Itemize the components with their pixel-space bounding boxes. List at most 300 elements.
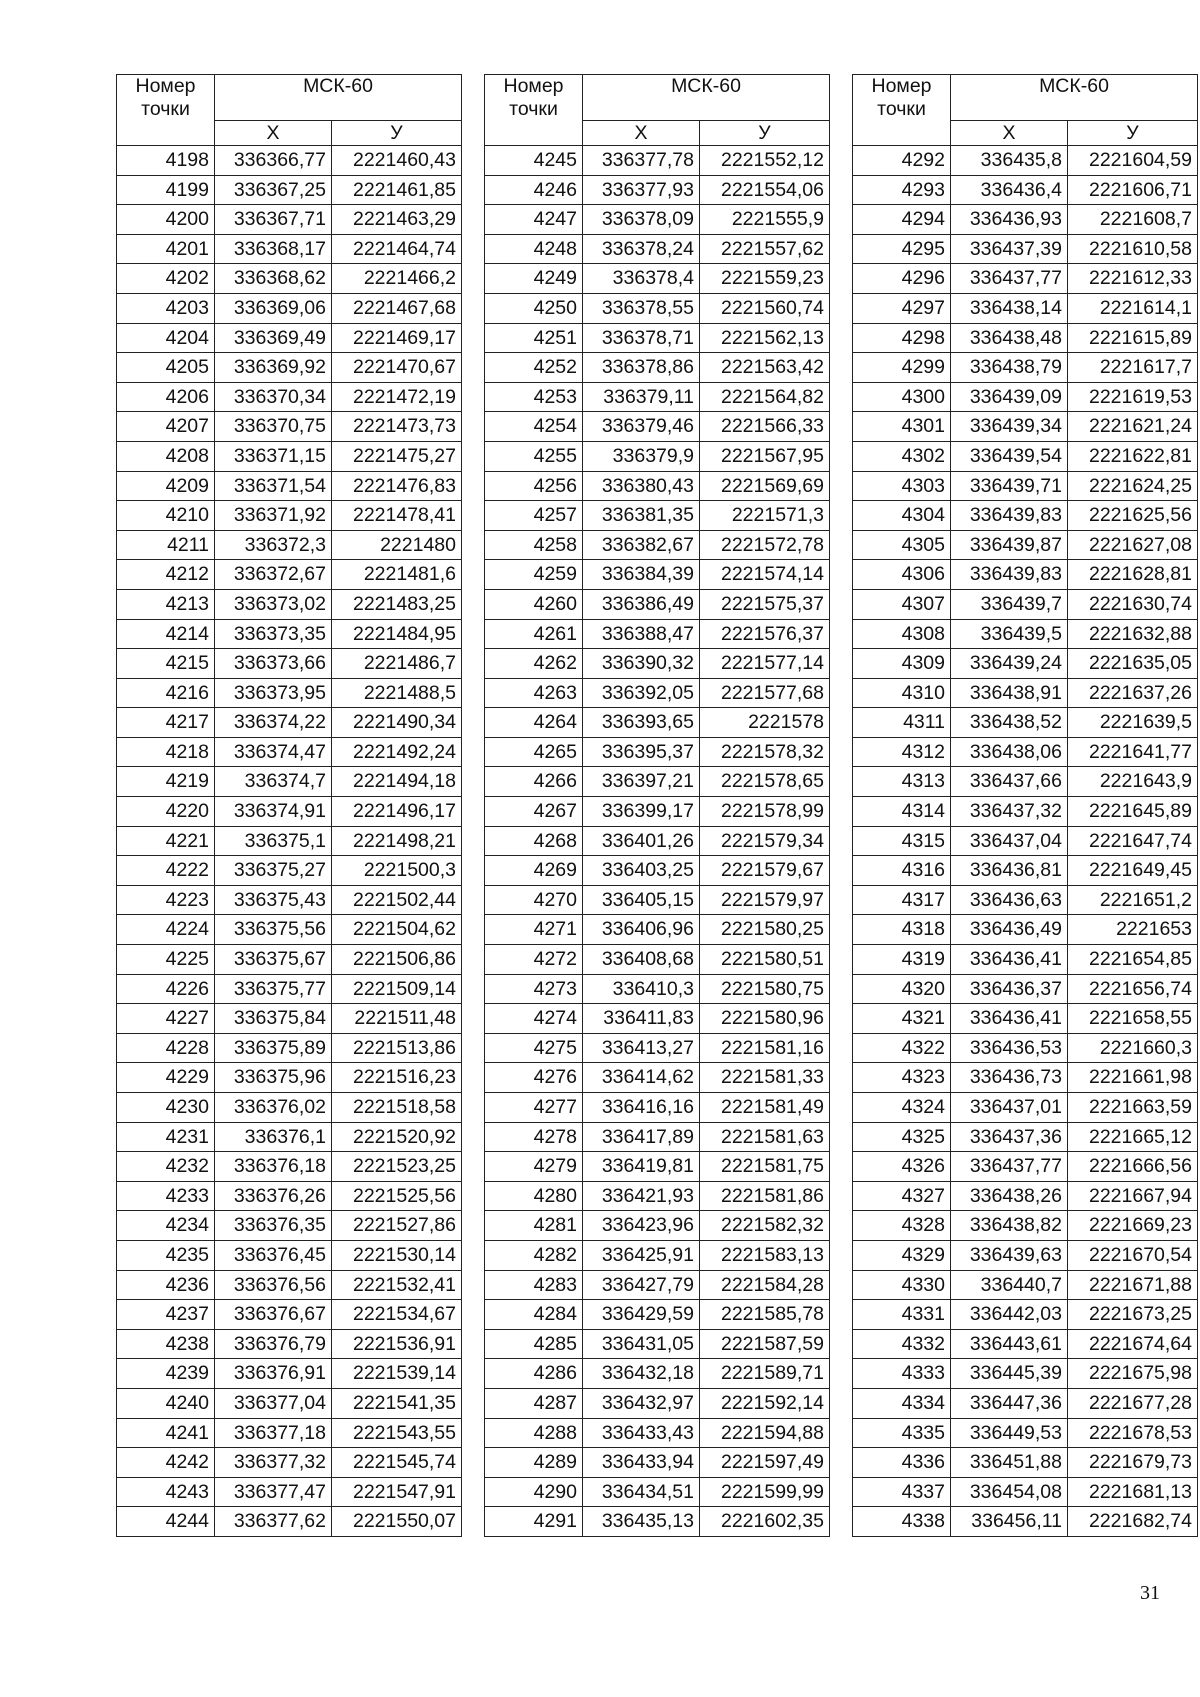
table-row	[485, 708, 830, 738]
y-coordinate-cell: 2221667,94	[1068, 1181, 1198, 1211]
table-row	[485, 353, 830, 383]
y-coordinate-cell: 2221675,98	[1068, 1359, 1198, 1389]
y-coordinate-cell: 2221511,48	[332, 1004, 462, 1034]
table-row	[485, 293, 830, 323]
y-coordinate-cell: 2221467,68	[332, 293, 462, 323]
table-row	[117, 619, 462, 649]
point-number-cell: 4280	[485, 1181, 583, 1211]
point-number-cell: 4273	[485, 974, 583, 1004]
y-coordinate-cell: 2221583,13	[700, 1240, 830, 1270]
y-coordinate-cell: 2221527,86	[332, 1211, 462, 1241]
table-row	[485, 1152, 830, 1182]
x-coordinate-cell: 336370,34	[215, 382, 332, 412]
point-number-cell: 4335	[853, 1418, 951, 1448]
x-coordinate-cell: 336406,96	[583, 915, 700, 945]
point-number-cell: 4311	[853, 708, 951, 738]
point-number-cell: 4250	[485, 293, 583, 323]
y-coordinate-cell: 2221663,59	[1068, 1093, 1198, 1123]
table-row	[485, 412, 830, 442]
point-number-cell: 4255	[485, 441, 583, 471]
table-row	[853, 441, 1198, 471]
point-number-cell: 4326	[853, 1152, 951, 1182]
y-coordinate-cell: 2221637,26	[1068, 678, 1198, 708]
x-coordinate-cell: 336437,32	[951, 797, 1068, 827]
y-coordinate-cell: 2221554,06	[700, 175, 830, 205]
y-coordinate-cell: 2221523,25	[332, 1152, 462, 1182]
point-number-cell: 4274	[485, 1004, 583, 1034]
table-row	[117, 678, 462, 708]
point-number-cell: 4242	[117, 1448, 215, 1478]
x-coordinate-cell: 336436,53	[951, 1033, 1068, 1063]
table-row	[853, 1300, 1198, 1330]
y-coordinate-cell: 2221580,51	[700, 945, 830, 975]
x-coordinate-cell: 336433,43	[583, 1418, 700, 1448]
point-number-cell: 4216	[117, 678, 215, 708]
y-coordinate-cell: 2221494,18	[332, 767, 462, 797]
y-coordinate-cell: 2221653	[1068, 915, 1198, 945]
x-coordinate-cell: 336403,25	[583, 856, 700, 886]
y-coordinate-cell: 2221571,3	[700, 501, 830, 531]
x-coordinate-cell: 336378,86	[583, 353, 700, 383]
y-coordinate-cell: 2221671,88	[1068, 1270, 1198, 1300]
table-row	[853, 1359, 1198, 1389]
y-coordinate-cell: 2221469,17	[332, 323, 462, 353]
x-coordinate-cell: 336421,93	[583, 1181, 700, 1211]
x-coordinate-cell: 336376,18	[215, 1152, 332, 1182]
y-coordinate-cell: 2221679,73	[1068, 1448, 1198, 1478]
x-coordinate-cell: 336369,92	[215, 353, 332, 383]
coordinate-system-header: МСК-60	[215, 75, 462, 121]
y-coordinate-cell: 2221575,37	[700, 589, 830, 619]
table-row	[117, 1270, 462, 1300]
y-coordinate-cell: 2221562,13	[700, 323, 830, 353]
point-number-cell: 4208	[117, 441, 215, 471]
y-coordinate-cell: 2221599,99	[700, 1477, 830, 1507]
x-coordinate-cell: 336388,47	[583, 619, 700, 649]
point-number-cell: 4223	[117, 885, 215, 915]
x-coordinate-cell: 336419,81	[583, 1152, 700, 1182]
point-number-cell: 4332	[853, 1329, 951, 1359]
y-coordinate-cell: 2221481,6	[332, 560, 462, 590]
table-row	[117, 441, 462, 471]
table-row	[485, 1477, 830, 1507]
table-row	[117, 885, 462, 915]
y-coordinate-cell: 2221504,62	[332, 915, 462, 945]
table-row	[485, 974, 830, 1004]
point-number-cell: 4313	[853, 767, 951, 797]
table-row	[853, 678, 1198, 708]
y-coordinate-cell: 2221530,14	[332, 1240, 462, 1270]
point-number-cell: 4199	[117, 175, 215, 205]
table-row	[117, 1388, 462, 1418]
x-coordinate-cell: 336439,87	[951, 530, 1068, 560]
point-number-cell: 4337	[853, 1477, 951, 1507]
point-number-cell: 4279	[485, 1152, 583, 1182]
table-row	[485, 441, 830, 471]
table-row	[853, 1063, 1198, 1093]
point-number-cell: 4318	[853, 915, 951, 945]
point-number-header-line1: Номер	[871, 75, 932, 97]
point-number-cell: 4290	[485, 1477, 583, 1507]
table-row	[485, 471, 830, 501]
point-number-cell: 4286	[485, 1359, 583, 1389]
table-row	[485, 1093, 830, 1123]
table-row	[853, 353, 1198, 383]
x-coordinate-cell: 336369,06	[215, 293, 332, 323]
table-row	[485, 234, 830, 264]
table-row	[117, 1477, 462, 1507]
y-coordinate-cell: 2221678,53	[1068, 1418, 1198, 1448]
table-row	[485, 1122, 830, 1152]
x-coordinate-cell: 336373,35	[215, 619, 332, 649]
y-coordinate-cell: 2221476,83	[332, 471, 462, 501]
point-number-cell: 4267	[485, 797, 583, 827]
x-coordinate-cell: 336439,83	[951, 501, 1068, 531]
x-coordinate-cell: 336438,06	[951, 737, 1068, 767]
table-row	[117, 589, 462, 619]
y-coordinate-cell: 2221541,35	[332, 1388, 462, 1418]
x-coordinate-cell: 336376,67	[215, 1300, 332, 1330]
y-coordinate-cell: 2221566,33	[700, 412, 830, 442]
x-coordinate-cell: 336434,51	[583, 1477, 700, 1507]
point-number-cell: 4287	[485, 1388, 583, 1418]
y-coordinate-cell: 2221516,23	[332, 1063, 462, 1093]
table-row	[485, 1211, 830, 1241]
x-coordinate-cell: 336399,17	[583, 797, 700, 827]
point-number-cell: 4269	[485, 856, 583, 886]
x-coordinate-cell: 336445,39	[951, 1359, 1068, 1389]
x-column-header: X	[951, 121, 1068, 146]
table-row	[853, 589, 1198, 619]
table-row	[853, 293, 1198, 323]
point-number-cell: 4272	[485, 945, 583, 975]
point-number-cell: 4303	[853, 471, 951, 501]
y-coordinate-cell: 2221658,55	[1068, 1004, 1198, 1034]
x-coordinate-cell: 336437,39	[951, 234, 1068, 264]
point-number-cell: 4302	[853, 441, 951, 471]
point-number-cell: 4284	[485, 1300, 583, 1330]
x-coordinate-cell: 336413,27	[583, 1033, 700, 1063]
x-coordinate-cell: 336439,83	[951, 560, 1068, 590]
x-coordinate-cell: 336367,71	[215, 205, 332, 235]
y-coordinate-cell: 2221567,95	[700, 441, 830, 471]
point-number-cell: 4211	[117, 530, 215, 560]
point-number-cell: 4261	[485, 619, 583, 649]
table-row	[485, 945, 830, 975]
table-row	[853, 737, 1198, 767]
x-coordinate-cell: 336378,55	[583, 293, 700, 323]
x-coordinate-cell: 336376,35	[215, 1211, 332, 1241]
y-coordinate-cell: 2221552,12	[700, 146, 830, 176]
point-number-cell: 4230	[117, 1093, 215, 1123]
point-number-cell: 4249	[485, 264, 583, 294]
x-coordinate-cell: 336371,54	[215, 471, 332, 501]
x-coordinate-cell: 336378,71	[583, 323, 700, 353]
coordinate-system-header: МСК-60	[951, 75, 1198, 121]
table-row	[117, 974, 462, 1004]
point-number-cell: 4240	[117, 1388, 215, 1418]
y-coordinate-cell: 2221581,33	[700, 1063, 830, 1093]
point-number-cell: 4210	[117, 501, 215, 531]
x-coordinate-cell: 336368,62	[215, 264, 332, 294]
table-row	[117, 471, 462, 501]
point-number-cell: 4296	[853, 264, 951, 294]
point-number-cell: 4282	[485, 1240, 583, 1270]
point-number-cell: 4305	[853, 530, 951, 560]
table-row	[485, 797, 830, 827]
y-coordinate-cell: 2221486,7	[332, 649, 462, 679]
x-coordinate-cell: 336377,47	[215, 1477, 332, 1507]
x-coordinate-cell: 336427,79	[583, 1270, 700, 1300]
point-number-cell: 4200	[117, 205, 215, 235]
x-coordinate-cell: 336379,9	[583, 441, 700, 471]
table-row	[485, 146, 830, 176]
x-coordinate-cell: 336423,96	[583, 1211, 700, 1241]
point-number-cell: 4327	[853, 1181, 951, 1211]
point-number-cell: 4257	[485, 501, 583, 531]
x-coordinate-cell: 336438,79	[951, 353, 1068, 383]
x-coordinate-cell: 336410,3	[583, 974, 700, 1004]
x-coordinate-cell: 336375,89	[215, 1033, 332, 1063]
table-row	[117, 1211, 462, 1241]
table-row	[853, 1033, 1198, 1063]
table-row	[117, 1033, 462, 1063]
table-row	[853, 175, 1198, 205]
point-number-cell: 4258	[485, 530, 583, 560]
x-coordinate-cell: 336376,79	[215, 1329, 332, 1359]
y-coordinate-cell: 2221509,14	[332, 974, 462, 1004]
y-column-header: У	[1068, 121, 1198, 146]
point-number-cell: 4331	[853, 1300, 951, 1330]
y-coordinate-cell: 2221539,14	[332, 1359, 462, 1389]
point-number-cell: 4293	[853, 175, 951, 205]
table-row	[853, 708, 1198, 738]
y-coordinate-cell: 2221632,88	[1068, 619, 1198, 649]
table-row	[117, 1448, 462, 1478]
point-number-header-line2: точки	[877, 98, 926, 120]
y-coordinate-cell: 2221547,91	[332, 1477, 462, 1507]
x-coordinate-cell: 336373,02	[215, 589, 332, 619]
table-row	[485, 1388, 830, 1418]
table-row	[485, 1329, 830, 1359]
point-number-cell: 4288	[485, 1418, 583, 1448]
point-number-cell: 4307	[853, 589, 951, 619]
y-coordinate-cell: 2221496,17	[332, 797, 462, 827]
table-row	[485, 826, 830, 856]
y-coordinate-cell: 2221579,34	[700, 826, 830, 856]
x-coordinate-cell: 336397,21	[583, 767, 700, 797]
y-coordinate-cell: 2221534,67	[332, 1300, 462, 1330]
y-coordinate-cell: 2221460,43	[332, 146, 462, 176]
table-row	[485, 589, 830, 619]
point-number-cell: 4220	[117, 797, 215, 827]
table-row	[485, 856, 830, 886]
table-row	[485, 649, 830, 679]
x-coordinate-cell: 336438,14	[951, 293, 1068, 323]
x-coordinate-cell: 336431,05	[583, 1329, 700, 1359]
point-number-cell: 4247	[485, 205, 583, 235]
table-row	[853, 649, 1198, 679]
point-number-cell: 4263	[485, 678, 583, 708]
y-coordinate-cell: 2221628,81	[1068, 560, 1198, 590]
table-row	[485, 1359, 830, 1389]
point-number-cell: 4294	[853, 205, 951, 235]
point-number-cell: 4276	[485, 1063, 583, 1093]
x-coordinate-cell: 336368,17	[215, 234, 332, 264]
table-row	[117, 708, 462, 738]
table-row	[485, 885, 830, 915]
y-coordinate-cell: 2221622,81	[1068, 441, 1198, 471]
table-row	[853, 234, 1198, 264]
point-number-cell: 4301	[853, 412, 951, 442]
x-coordinate-cell: 336367,25	[215, 175, 332, 205]
x-coordinate-cell: 336372,67	[215, 560, 332, 590]
y-coordinate-cell: 2221518,58	[332, 1093, 462, 1123]
point-number-cell: 4235	[117, 1240, 215, 1270]
y-coordinate-cell: 2221580,75	[700, 974, 830, 1004]
table-row	[853, 323, 1198, 353]
y-coordinate-cell: 2221578,65	[700, 767, 830, 797]
table-row	[853, 1211, 1198, 1241]
point-number-cell: 4329	[853, 1240, 951, 1270]
y-coordinate-cell: 2221647,74	[1068, 826, 1198, 856]
y-coordinate-cell: 2221564,82	[700, 382, 830, 412]
y-coordinate-cell: 2221532,41	[332, 1270, 462, 1300]
point-number-cell: 4243	[117, 1477, 215, 1507]
y-coordinate-cell: 2221572,78	[700, 530, 830, 560]
point-number-cell: 4300	[853, 382, 951, 412]
x-coordinate-cell: 336414,62	[583, 1063, 700, 1093]
x-coordinate-cell: 336375,1	[215, 826, 332, 856]
y-coordinate-cell: 2221594,88	[700, 1418, 830, 1448]
table-row	[853, 1093, 1198, 1123]
x-coordinate-cell: 336379,46	[583, 412, 700, 442]
table-row	[853, 560, 1198, 590]
y-coordinate-cell: 2221488,5	[332, 678, 462, 708]
y-coordinate-cell: 2221580,96	[700, 1004, 830, 1034]
table-row	[853, 264, 1198, 294]
x-coordinate-cell: 336375,96	[215, 1063, 332, 1093]
table-row	[117, 234, 462, 264]
point-number-cell: 4265	[485, 737, 583, 767]
point-number-cell: 4202	[117, 264, 215, 294]
x-coordinate-cell: 336375,56	[215, 915, 332, 945]
table-row	[485, 560, 830, 590]
x-coordinate-cell: 336438,52	[951, 708, 1068, 738]
x-coordinate-cell: 336436,63	[951, 885, 1068, 915]
table-row	[853, 1418, 1198, 1448]
point-number-cell: 4314	[853, 797, 951, 827]
y-coordinate-cell: 2221520,92	[332, 1122, 462, 1152]
x-coordinate-cell: 336417,89	[583, 1122, 700, 1152]
y-coordinate-cell: 2221630,74	[1068, 589, 1198, 619]
x-coordinate-cell: 336432,18	[583, 1359, 700, 1389]
table-row	[853, 205, 1198, 235]
x-coordinate-cell: 336376,45	[215, 1240, 332, 1270]
x-coordinate-cell: 336378,4	[583, 264, 700, 294]
x-coordinate-cell: 336372,3	[215, 530, 332, 560]
y-coordinate-cell: 2221639,5	[1068, 708, 1198, 738]
table-row	[853, 1181, 1198, 1211]
point-number-cell: 4217	[117, 708, 215, 738]
point-number-cell: 4221	[117, 826, 215, 856]
point-number-cell: 4328	[853, 1211, 951, 1241]
y-coordinate-cell: 2221674,64	[1068, 1329, 1198, 1359]
point-number-cell: 4213	[117, 589, 215, 619]
coordinate-table-2	[484, 74, 830, 1537]
y-coordinate-cell: 2221543,55	[332, 1418, 462, 1448]
table-row	[853, 797, 1198, 827]
y-coordinate-cell: 2221651,2	[1068, 885, 1198, 915]
y-coordinate-cell: 2221576,37	[700, 619, 830, 649]
x-coordinate-cell: 336374,22	[215, 708, 332, 738]
table-row	[117, 560, 462, 590]
y-coordinate-cell: 2221472,19	[332, 382, 462, 412]
x-coordinate-cell: 336377,78	[583, 146, 700, 176]
x-coordinate-cell: 336436,81	[951, 856, 1068, 886]
x-coordinate-cell: 336416,16	[583, 1093, 700, 1123]
x-coordinate-cell: 336429,59	[583, 1300, 700, 1330]
point-number-cell: 4299	[853, 353, 951, 383]
point-number-cell: 4239	[117, 1359, 215, 1389]
x-coordinate-cell: 336436,49	[951, 915, 1068, 945]
table-row	[485, 1300, 830, 1330]
x-coordinate-cell: 336376,56	[215, 1270, 332, 1300]
y-coordinate-cell: 2221587,59	[700, 1329, 830, 1359]
y-coordinate-cell: 2221492,24	[332, 737, 462, 767]
y-coordinate-cell: 2221581,49	[700, 1093, 830, 1123]
table-row	[485, 678, 830, 708]
x-coordinate-cell: 336376,26	[215, 1181, 332, 1211]
point-number-cell: 4264	[485, 708, 583, 738]
table-row	[117, 501, 462, 531]
y-coordinate-cell: 2221608,7	[1068, 205, 1198, 235]
y-coordinate-cell: 2221589,71	[700, 1359, 830, 1389]
table-row	[853, 1388, 1198, 1418]
y-coordinate-cell: 2221665,12	[1068, 1122, 1198, 1152]
y-coordinate-cell: 2221670,54	[1068, 1240, 1198, 1270]
point-number-cell: 4224	[117, 915, 215, 945]
y-coordinate-cell: 2221581,63	[700, 1122, 830, 1152]
y-coordinate-cell: 2221656,74	[1068, 974, 1198, 1004]
page-number: 31	[1140, 1582, 1160, 1604]
table-row	[853, 146, 1198, 176]
table-row	[853, 1477, 1198, 1507]
y-coordinate-cell: 2221466,2	[332, 264, 462, 294]
point-number-cell: 4201	[117, 234, 215, 264]
point-number-cell: 4321	[853, 1004, 951, 1034]
x-coordinate-cell: 336408,68	[583, 945, 700, 975]
y-coordinate-cell: 2221473,73	[332, 412, 462, 442]
table-row	[485, 175, 830, 205]
point-number-cell: 4225	[117, 945, 215, 975]
y-coordinate-cell: 2221555,9	[700, 205, 830, 235]
x-coordinate-cell: 336436,41	[951, 1004, 1068, 1034]
y-coordinate-cell: 2221581,16	[700, 1033, 830, 1063]
point-number-cell: 4310	[853, 678, 951, 708]
y-coordinate-cell: 2221643,9	[1068, 767, 1198, 797]
y-coordinate-cell: 2221641,77	[1068, 737, 1198, 767]
point-number-cell: 4253	[485, 382, 583, 412]
point-number-header	[117, 75, 215, 146]
point-number-cell: 4285	[485, 1329, 583, 1359]
x-coordinate-cell: 336437,36	[951, 1122, 1068, 1152]
y-coordinate-cell: 2221490,34	[332, 708, 462, 738]
point-number-cell: 4297	[853, 293, 951, 323]
x-coordinate-cell: 336401,26	[583, 826, 700, 856]
point-number-cell: 4228	[117, 1033, 215, 1063]
point-number-cell: 4209	[117, 471, 215, 501]
